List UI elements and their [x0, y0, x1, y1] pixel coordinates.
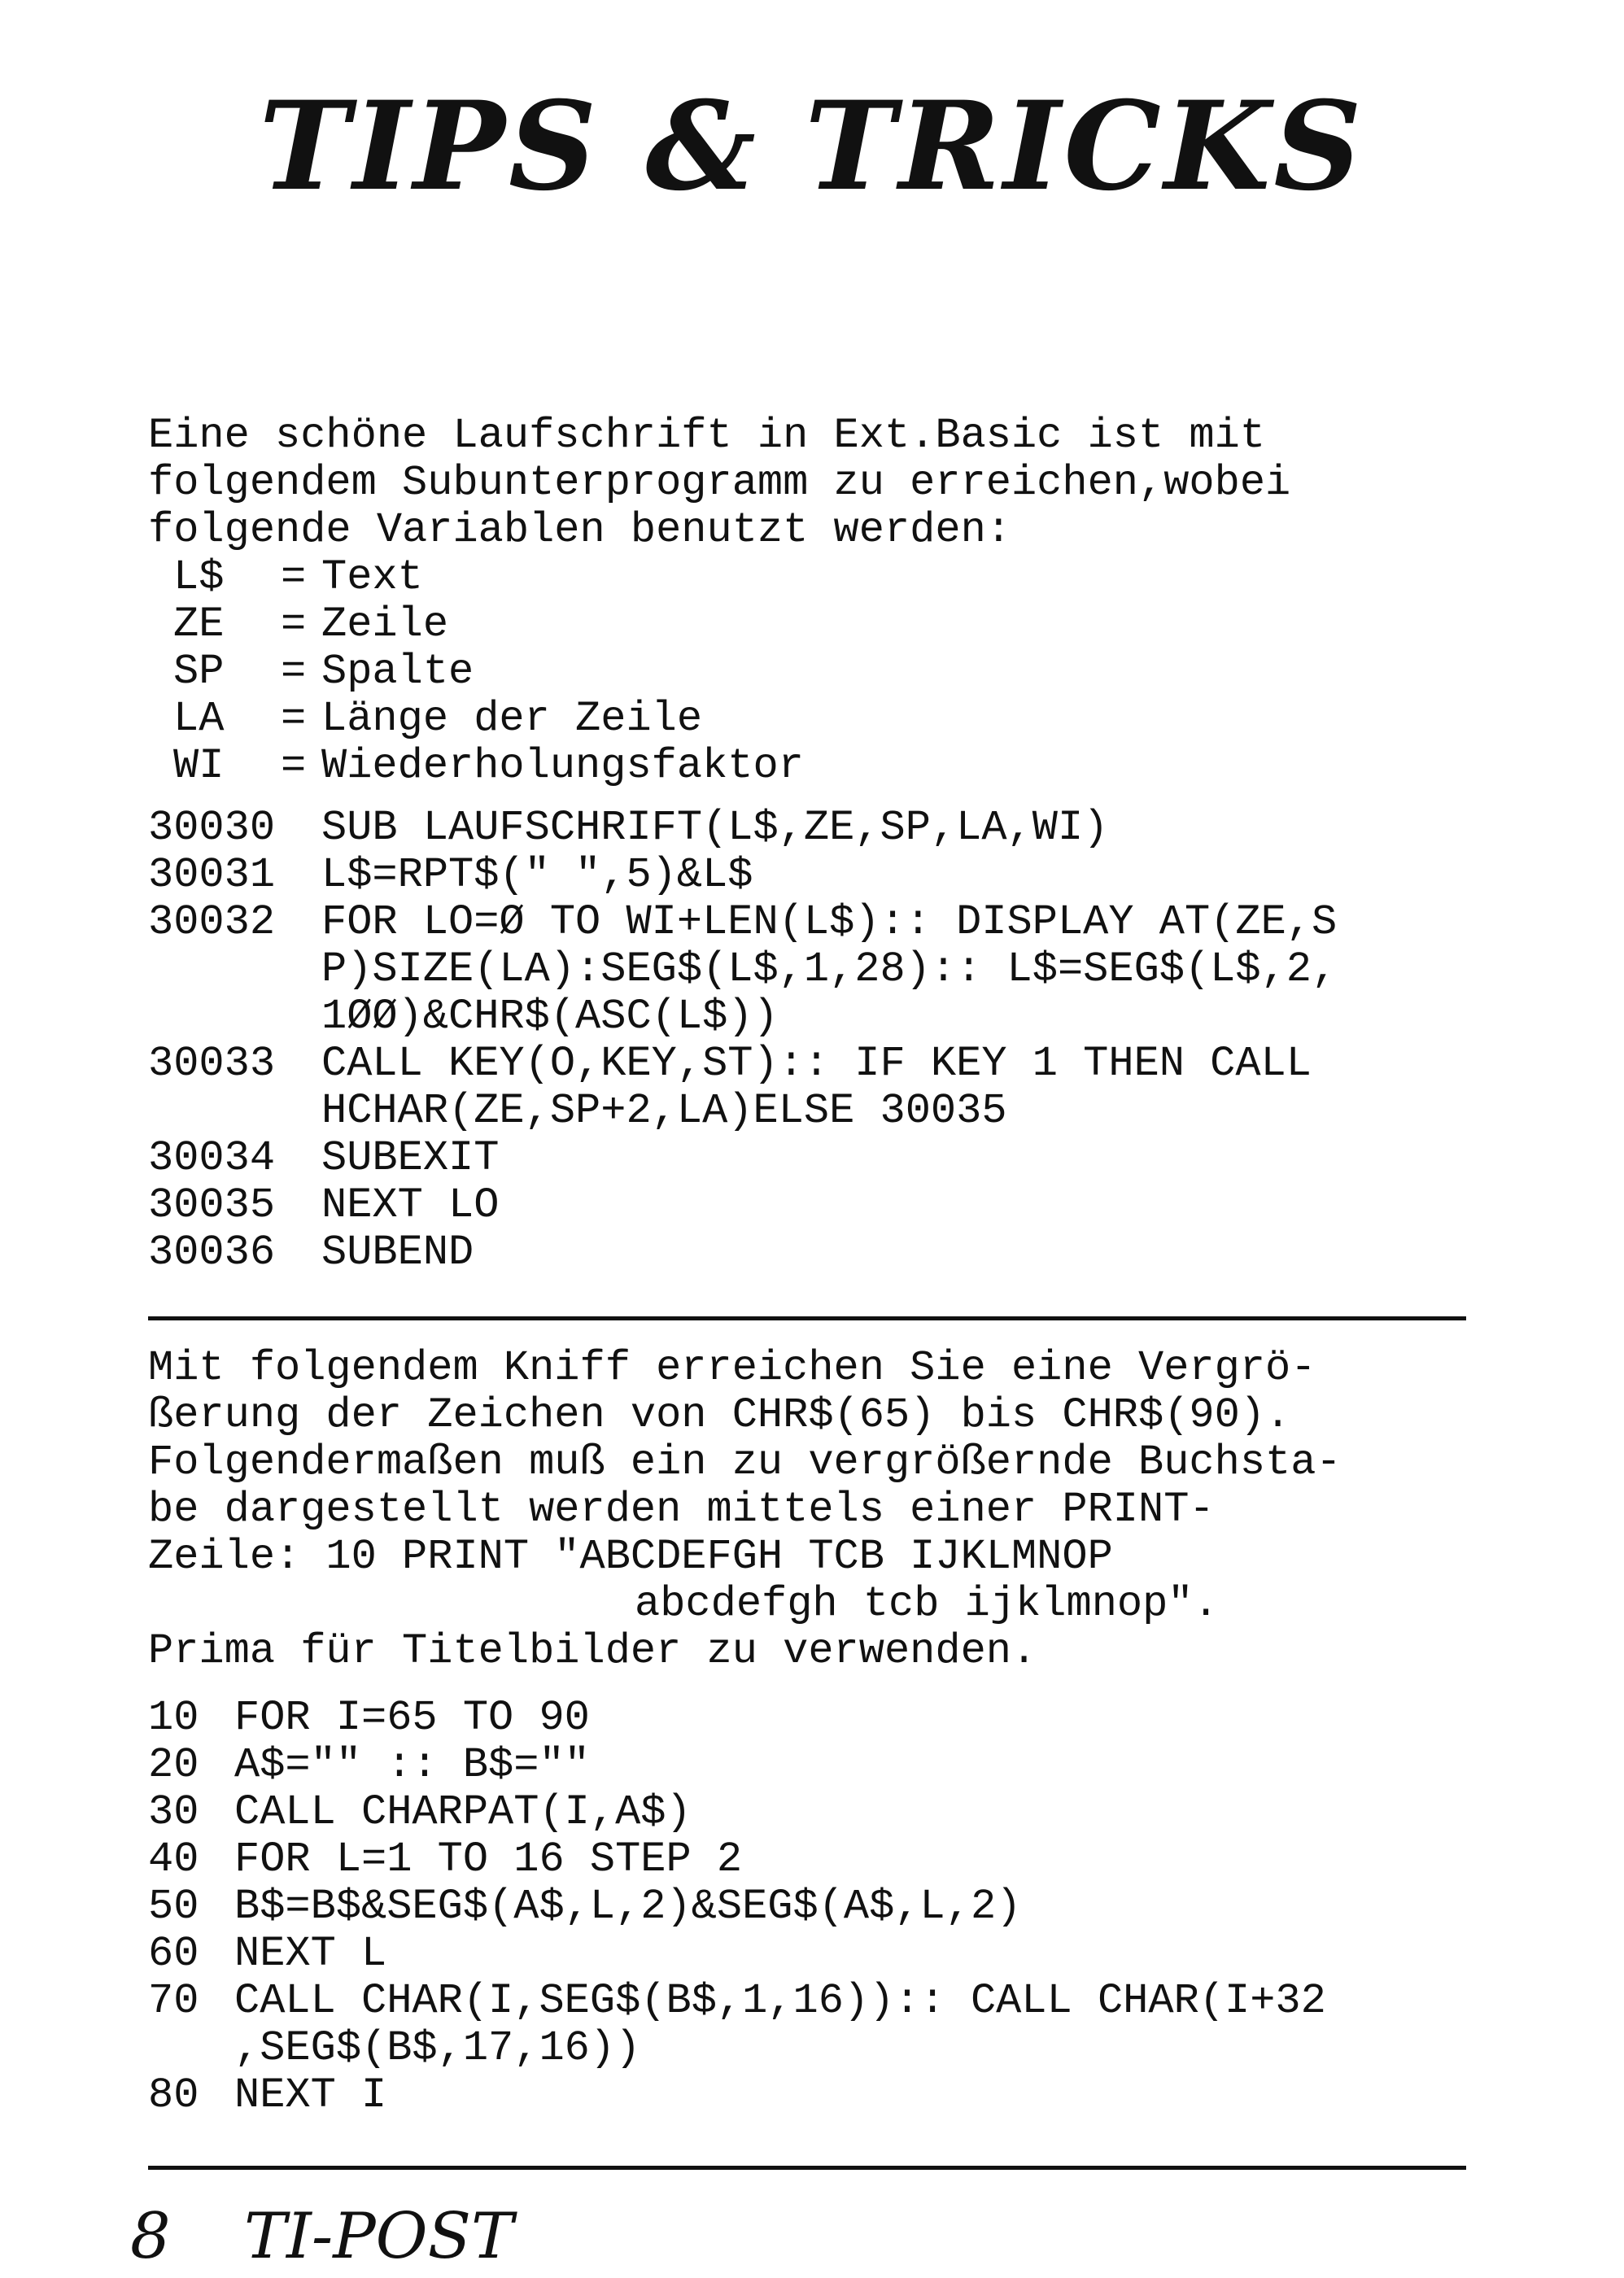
code-line-number: 20	[148, 1741, 199, 1789]
variable-desc: Spalte	[321, 648, 474, 696]
code-line: B$=B$&SEG$(A$,L,2)&SEG$(A$,L,2)	[234, 1883, 1022, 1931]
variable-desc: Wiederholungsfaktor	[321, 742, 804, 790]
code-line-number: 40	[148, 1835, 199, 1883]
code-line: CALL CHARPAT(I,A$)	[234, 1788, 692, 1836]
code-line: HCHAR(ZE,SP+2,LA)ELSE 30035	[321, 1087, 1007, 1135]
variable-name: ZE	[173, 600, 225, 648]
code-line: SUB LAUFSCHRIFT(L$,ZE,SP,LA,WI)	[321, 804, 1109, 852]
code-line-number: 60	[148, 1930, 199, 1978]
footer-divider	[148, 2166, 1466, 2170]
code-line-number: 30	[148, 1788, 199, 1836]
code-line: SUBEXIT	[321, 1134, 500, 1182]
code-line-number: 30034	[148, 1134, 276, 1182]
intro-line: ßerung der Zeichen von CHR$(65) bis CHR$(90).	[148, 1391, 1291, 1439]
magazine-name: TI-POST	[244, 2200, 514, 2273]
code-line: FOR LO=Ø TO WI+LEN(L$):: DISPLAY AT(ZE,S	[321, 898, 1338, 946]
intro-line: Mit folgendem Kniff erreichen Sie eine Vergrö-	[148, 1344, 1316, 1392]
variable-eq: =	[281, 648, 307, 696]
variable-name: SP	[173, 648, 225, 696]
code-line-number: 70	[148, 1977, 199, 2025]
variable-name: L$	[173, 553, 225, 601]
page-title: TIPS & TRICKS	[259, 75, 1365, 218]
variable-desc: Länge der Zeile	[321, 695, 703, 743]
variable-desc: Zeile	[321, 600, 449, 648]
intro-line: folgende Variablen benutzt werden:	[148, 506, 1011, 554]
code-line: FOR I=65 TO 90	[234, 1694, 590, 1742]
code-line-number: 30035	[148, 1181, 276, 1229]
code-line: CALL KEY(O,KEY,ST):: IF KEY 1 THEN CALL	[321, 1040, 1312, 1088]
variable-desc: Text	[321, 553, 423, 601]
code-line: NEXT I	[234, 2071, 387, 2119]
variable-name: LA	[173, 695, 225, 743]
code-line-number: 80	[148, 2071, 199, 2119]
code-line-number: 50	[148, 1883, 199, 1931]
variable-eq: =	[281, 695, 307, 743]
intro-line: abcdefgh tcb ijklmnop".	[635, 1580, 1219, 1628]
variable-name: WI	[173, 742, 225, 790]
code-line-number: 30036	[148, 1228, 276, 1276]
intro-line: Prima für Titelbilder zu verwenden.	[148, 1627, 1037, 1675]
code-line: 1ØØ)&CHR$(ASC(L$))	[321, 993, 779, 1041]
code-line-number: 10	[148, 1694, 199, 1742]
code-line: NEXT LO	[321, 1181, 500, 1229]
intro-line: Zeile: 10 PRINT "ABCDEFGH TCB IJKLMNOP	[148, 1533, 1113, 1581]
intro-line: Eine schöne Laufschrift in Ext.Basic ist mit	[148, 412, 1266, 460]
intro-line: Folgendermaßen muß ein zu vergrößernde Buchsta-	[148, 1438, 1342, 1486]
variable-eq: =	[281, 600, 307, 648]
code-line-number: 30030	[148, 804, 276, 852]
code-line: SUBEND	[321, 1228, 474, 1276]
variable-eq: =	[281, 742, 307, 790]
section-divider	[148, 1316, 1466, 1320]
code-line: P)SIZE(LA):SEG$(L$,1,28):: L$=SEG$(L$,2,	[321, 945, 1338, 993]
code-line: NEXT L	[234, 1930, 387, 1978]
code-line-number: 30033	[148, 1040, 276, 1088]
intro-line: folgendem Subunterprogramm zu erreichen,wobei	[148, 459, 1291, 507]
code-line-number: 30031	[148, 851, 276, 899]
code-line-number: 30032	[148, 898, 276, 946]
page-number: 8	[130, 2200, 171, 2273]
variable-eq: =	[281, 553, 307, 601]
code-line: CALL CHAR(I,SEG$(B$,1,16)):: CALL CHAR(I+32	[234, 1977, 1326, 2025]
code-line: FOR L=1 TO 16 STEP 2	[234, 1835, 743, 1883]
code-line: ,SEG$(B$,17,16))	[234, 2024, 641, 2072]
code-line: L$=RPT$(" ",5)&L$	[321, 851, 753, 899]
code-line: A$="" :: B$=""	[234, 1741, 590, 1789]
intro-line: be dargestellt werden mittels einer PRINT-	[148, 1486, 1215, 1534]
